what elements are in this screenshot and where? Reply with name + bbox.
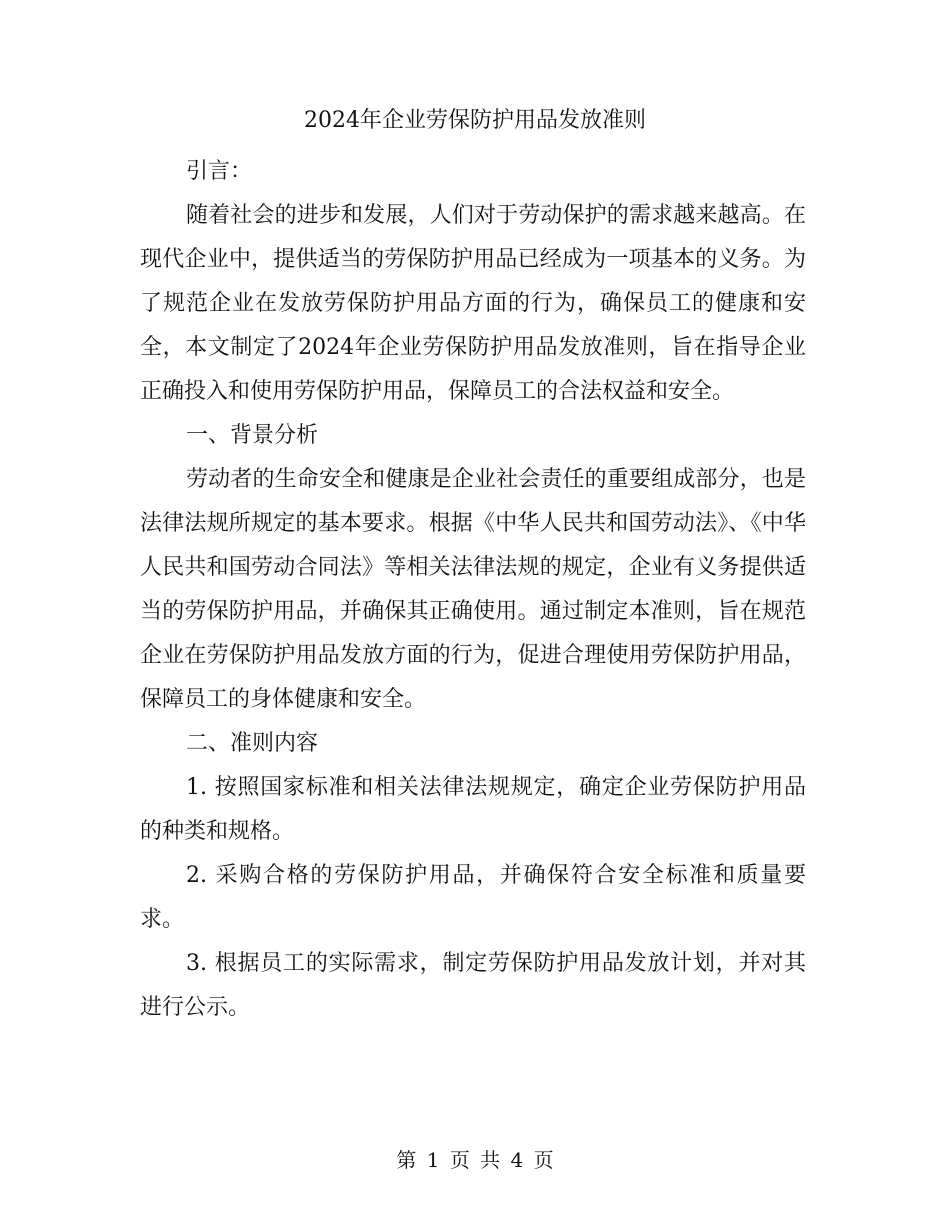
page-number-footer: 第 1 页 共 4 页 bbox=[396, 1148, 554, 1172]
rule-item-1: 1. 按照国家标准和相关法律法规规定，确定企业劳保防护用品的种类和规格。 bbox=[140, 775, 806, 844]
rule-item-2: 2. 采购合格的劳保防护用品，并确保符合安全标准和质量要求。 bbox=[140, 863, 806, 932]
section-heading-background: 一、背景分析 bbox=[186, 423, 319, 448]
document-body bbox=[140, 150, 806, 1030]
paragraph-background-text: 劳动者的生命安全和健康是企业社会责任的重要组成部分，也是法律法规所规定的基本要求。根据《中华人民共和国劳动法》、《中华人民共和国劳动合同法》等相关法律法规的规定，企业有义务提供适当的劳保防护用品，并确保其正确使用。通过制定本准则，旨在规范企业在劳保防护用品发放方面的行为，促进合理使用劳保防护用品，保障员工的身体健康和安全。 bbox=[140, 467, 806, 712]
rule-item-3: 3. 根据员工的实际需求，制定劳保防护用品发放计划，并对其进行公示。 bbox=[140, 951, 806, 1020]
section-heading-rules: 二、准则内容 bbox=[186, 731, 319, 756]
paragraph-intro-text: 随着社会的进步和发展，人们对于劳动保护的需求越来越高。在现代企业中，提供适当的劳保防护用品已经成为一项基本的义务。为了规范企业在发放劳保防护用品方面的行为，确保员工的健康和安全，本文制定了2024年企业劳保防护用品发放准则，旨在指导企业正确投入和使用劳保防护用品，保障员工的合法权益和安全。 bbox=[140, 203, 806, 404]
paragraph-intro-label: 引言： bbox=[186, 159, 253, 184]
document-title: 2024年企业劳保防护用品发放准则 bbox=[304, 108, 646, 133]
